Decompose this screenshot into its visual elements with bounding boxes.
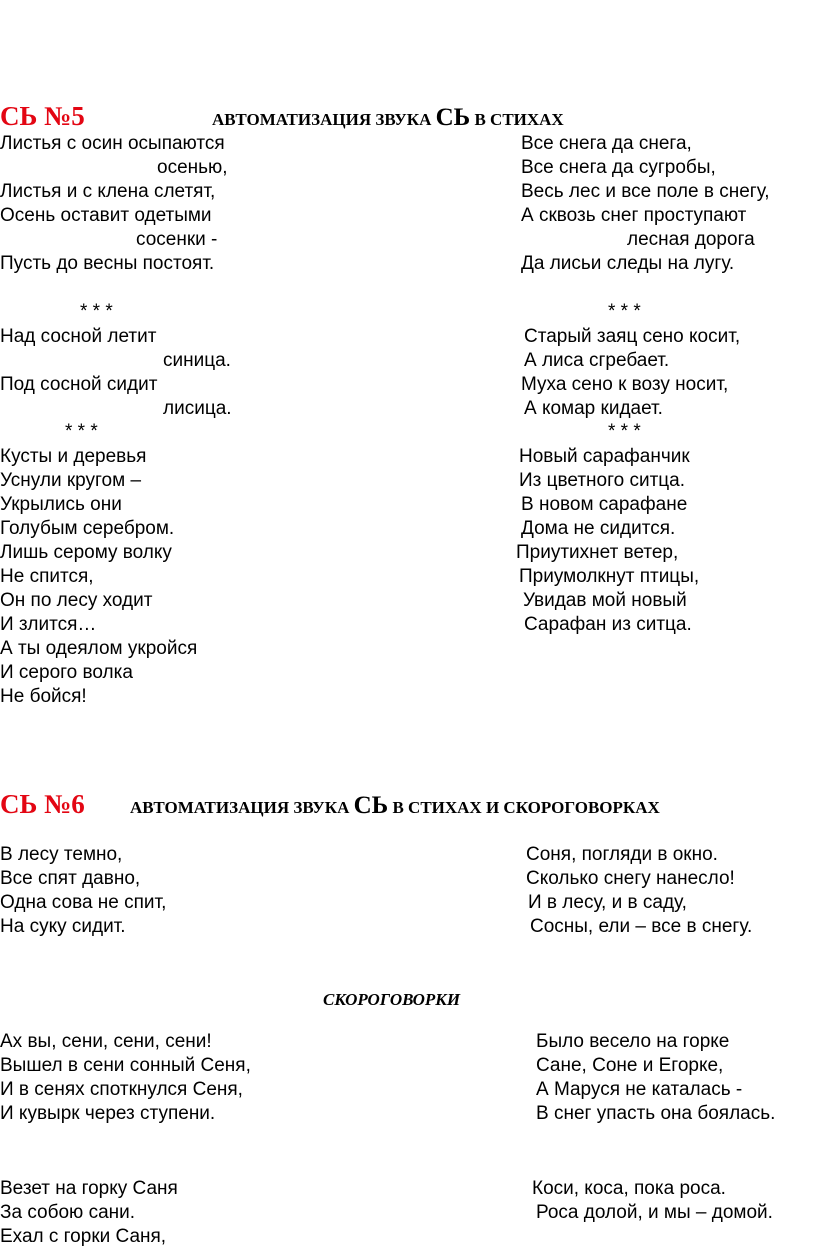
section5-number: СЬ №5: [0, 101, 85, 131]
tongue-twister-line: Сане, Соне и Егорке,: [536, 1055, 724, 1076]
section6-title-suffix: В СТИХАХ И СКОРОГОВОРКАХ: [388, 798, 660, 817]
tongue-twister-line: Роса долой, и мы – домой.: [536, 1202, 773, 1223]
poem-line: Из цветного ситца.: [519, 470, 686, 491]
tongue-twister-line: А Маруся не каталась -: [536, 1079, 743, 1100]
poem-line: Он по лесу ходит: [0, 590, 153, 611]
poem-line: Все спят давно,: [0, 868, 141, 889]
poem-line: Дома не сидится.: [521, 518, 676, 539]
poem-line: Приутихнет ветер,: [516, 542, 679, 563]
tongue-twister-line: И кувырк через ступени.: [0, 1103, 216, 1124]
poem-line: Сосны, ели – все в снегу.: [530, 916, 753, 937]
poem-line: И в лесу, и в саду,: [528, 892, 687, 913]
poem-line: Муха сено к возу носит,: [521, 374, 729, 395]
poem-line: Соня, погляди в окно.: [526, 844, 718, 865]
section6-title-prefix: АВТОМАТИЗАЦИЯ ЗВУКА: [130, 798, 354, 817]
tongue-twister-line: И в сенях споткнулся Сеня,: [0, 1079, 243, 1100]
poem-line: Пусть до весны постоят.: [0, 253, 215, 274]
poem-line: лесная дорога: [627, 229, 755, 250]
poem-line: Кусты и деревья: [0, 446, 147, 467]
poem-line: В новом сарафане: [521, 494, 688, 515]
section6-number: СЬ №6: [0, 789, 85, 819]
stanza-separator: * * *: [80, 301, 113, 322]
poem-line: И злится…: [0, 614, 97, 635]
poem-line: Сколько снегу нанесло!: [526, 868, 735, 889]
poem-line: Сарафан из ситца.: [524, 614, 692, 635]
poem-line: Все снега да сугробы,: [521, 157, 716, 178]
stanza-separator: * * *: [65, 421, 98, 442]
poem-line: Весь лес и все поле в снегу,: [521, 181, 770, 202]
tongue-twister-line: За собою сани.: [0, 1202, 136, 1223]
tongue-twister-line: Коси, коса, пока роса.: [532, 1178, 726, 1199]
poem-line: Новый сарафанчик: [519, 446, 690, 467]
poem-line: А комар кидает.: [524, 398, 663, 419]
stanza-separator: * * *: [608, 301, 641, 322]
section6-title-sound: СЬ: [353, 792, 389, 819]
poem-line: синица.: [163, 350, 231, 371]
poem-line: А лиса сгребает.: [524, 350, 670, 371]
tongue-twister-line: В снег упасть она боялась.: [536, 1103, 776, 1124]
tongue-twister-line: Ах вы, сени, сени, сени!: [0, 1031, 212, 1052]
section5-title-sound: СЬ: [435, 104, 471, 131]
poem-line: И серого волка: [0, 662, 133, 683]
section5-title-suffix: В СТИХАХ: [470, 110, 564, 129]
poem-line: Приумолкнут птицы,: [519, 566, 700, 587]
tongue-twister-line: Ехал с горки Саня,: [0, 1226, 167, 1247]
tongue-twister-line: Везет на горку Саня: [0, 1178, 178, 1199]
poem-line: Осень оставит одетыми: [0, 205, 212, 226]
poem-line: Лишь серому волку: [0, 542, 172, 563]
poem-line: лисица.: [163, 398, 232, 419]
poem-line: Листья с осин осыпаются: [0, 133, 225, 154]
stanza-separator: * * *: [608, 421, 641, 442]
poem-line: Укрылись они: [0, 494, 122, 515]
section5-title: [212, 104, 564, 132]
poem-line: А сквозь снег проступают: [521, 205, 747, 226]
poem-line: Все снега да снега,: [521, 133, 692, 154]
poem-line: Над сосной летит: [0, 326, 157, 347]
poem-line: В лесу темно,: [0, 844, 123, 865]
poem-line: осенью,: [157, 157, 228, 178]
poem-line: Листья и с клена слетят,: [0, 181, 216, 202]
tongue-twister-line: Было весело на горке: [536, 1031, 730, 1052]
tongue-twisters-heading: СКОРОГОВОРКИ: [323, 990, 461, 1009]
poem-line: сосенки -: [136, 229, 218, 250]
poem-line: Да лисьи следы на лугу.: [521, 253, 735, 274]
poem-line: Не бойся!: [0, 686, 87, 707]
poem-line: Голубым серебром.: [0, 518, 175, 539]
tongue-twister-line: Вышел в сени сонный Сеня,: [0, 1055, 251, 1076]
section6-title: [130, 792, 660, 820]
poem-line: Увидав мой новый: [523, 590, 687, 611]
poem-line: А ты одеялом укройся: [0, 638, 198, 659]
poem-line: На суку сидит.: [0, 916, 126, 937]
poem-line: Уснули кругом –: [0, 470, 142, 491]
poem-line: Не спится,: [0, 566, 94, 587]
poem-line: Одна сова не спит,: [0, 892, 167, 913]
section5-title-prefix: АВТОМАТИЗАЦИЯ ЗВУКА: [212, 110, 436, 129]
poem-line: Старый заяц сено косит,: [524, 326, 741, 347]
poem-line: Под сосной сидит: [0, 374, 158, 395]
